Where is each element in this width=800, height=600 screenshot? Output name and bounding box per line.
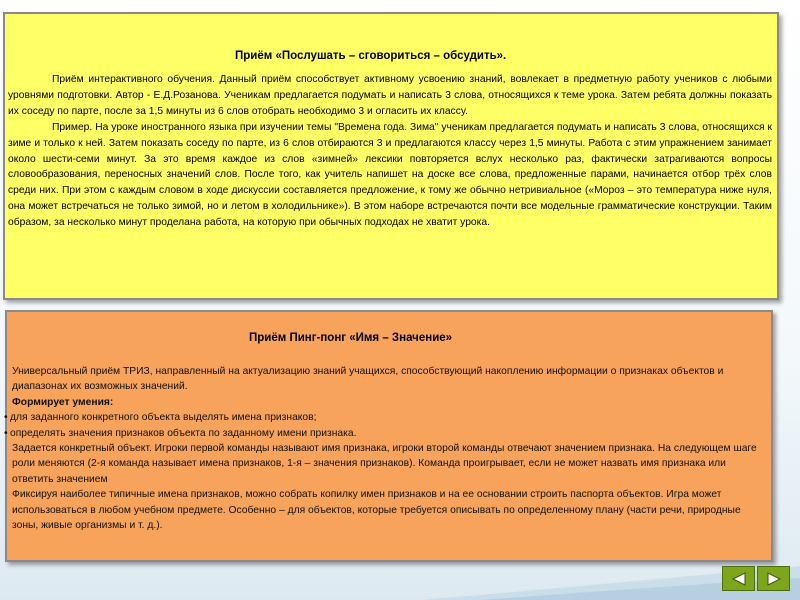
- panel-title: Приём «Послушать – сговориться – обсудить».: [235, 50, 507, 62]
- technique-panel-listen-agree-discuss: [3, 12, 779, 300]
- bullet-icon: •: [4, 412, 8, 424]
- panel-title: Приём Пинг-понг «Имя – Значение»: [249, 332, 453, 344]
- bullet-item: [4, 410, 760, 425]
- intro-text: Универсальный приём ТРИЗ, направленный на актуализацию знаний учащихся, способствующий накоплению информации о признаках объектов и диапазонах их возможных значений.: [12, 366, 724, 393]
- closing-text: Фиксируя наиболее типичные имена признаков, можно собрать копилку имен признаков и на ее основании строить паспорта объектов. Игра может использоваться в любом учебном предмете. Особенно – для объектов, которые требуется описывать по определенному плану (части речи, природные зоны, живые организмы и т. д.).: [12, 489, 741, 532]
- bullet-text: определять значения признаков объекта по заданному имени признака.: [10, 427, 357, 439]
- panel-body: [8, 72, 772, 231]
- paragraph-example: Пример. На уроке иностранного языка при изучении темы "Времена года. Зима" ученикам предлагается подумать и написать 3 слова, относящихся к зиме и только к ней. Затем показать соседу по парте, из 6 слов отбираются 3 и предлагаются классу через 1,5 минуты. Работа с этим упражнением занимает около шести-семи минут. За это время каждое из слов «зимней» лексики повторяется вслух несколько раз, фактически затрагиваются вопросы словообразования, переносных значений слов. После того, как учитель напишет на доске все слова, предложенные парами, начинается отбор трёх слов среди них. При этом с каждым словом в ходе дискуссии составляется предложение, к тому же обычно нетривиальное («Мороз – это температура ниже нуля, она может встречаться не только зимой, но и летом в холодильнике»). В этом наборе встречаются почти все модельные грамматические конструкции. Таким образом, за несколько минут проделана работа, на которую при обычных подходах не хватит урока.: [8, 121, 772, 229]
- technique-panel-ping-pong: [5, 310, 773, 562]
- rules-text: Задается конкретный объект. Игроки первой команды называют имя признака, игроки второй команды отвечают значением признака. На следующем шаге роли меняются (2-я команда называет имена признаков, 1-я – значения признаков). Команда проигрывает, если не может назвать имя признака или ответить значением: [12, 443, 757, 485]
- skills-heading: Формирует умения:: [12, 396, 114, 408]
- triangle-right-icon: [766, 572, 782, 586]
- bullet-item: [4, 426, 760, 441]
- next-slide-button[interactable]: [757, 566, 790, 591]
- previous-slide-button[interactable]: [722, 566, 755, 591]
- triangle-left-icon: [731, 572, 747, 586]
- bullet-icon: •: [4, 427, 8, 439]
- bullet-text: для заданного конкретного объекта выделять имена признаков;: [10, 412, 317, 424]
- paragraph-description: Приём интерактивного обучения. Данный приём способствует активному усвоению знаний, вовлекает в предметную работу учеников с любыми уровнями подготовки. Автор - Е.Д.Розанова. Ученикам предлагается подумать и написать 3 слова, относящихся к теме урока. Затем ребята должны показать их соседу по парте, после за 1,5 минуты из 6 слов отобрать необходимо 3 и огласить их классу.: [8, 74, 772, 117]
- panel-body: [4, 364, 760, 533]
